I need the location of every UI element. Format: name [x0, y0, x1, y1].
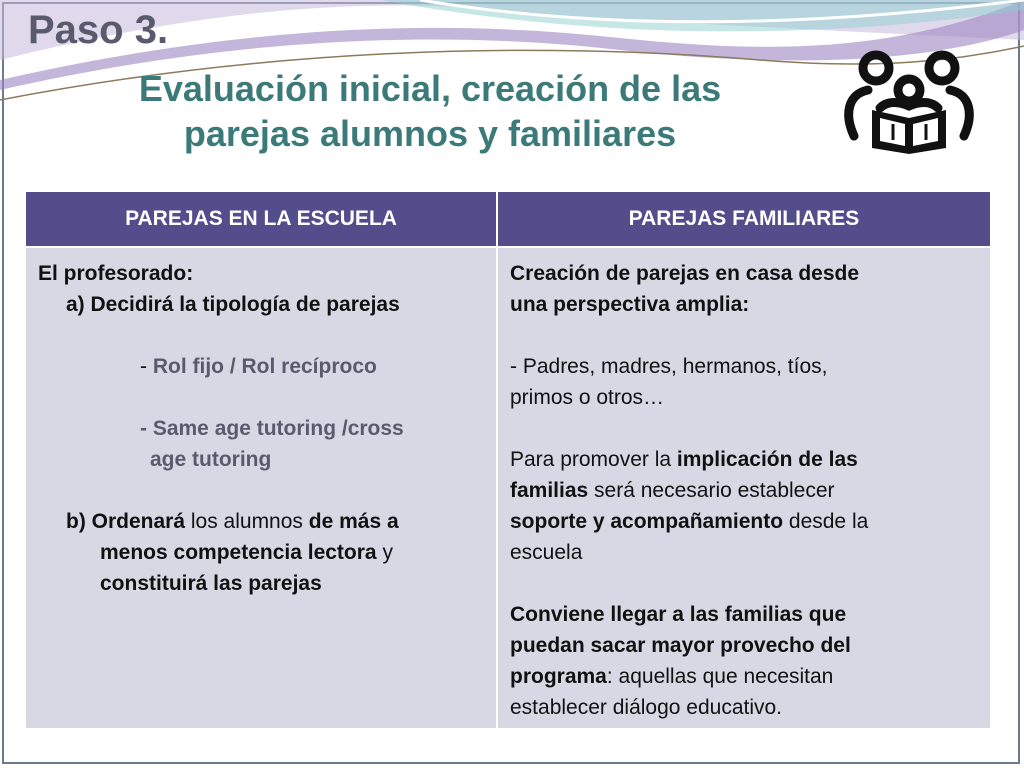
cell-escuela [25, 247, 497, 729]
family-list-2: primos o otros… [510, 386, 665, 409]
p3-text2: establecer diálogo educativo. [510, 696, 783, 719]
title-line-2: parejas alumnos y familiares [183, 113, 677, 154]
header-parejas-familiares: PAREJAS FAMILIARES [497, 191, 991, 247]
p2-text4: escuela [510, 541, 583, 564]
title-line-1: Evaluación inicial, creación de las [138, 68, 722, 109]
p2-text3: desde la [783, 510, 869, 533]
same-age-line1: - Same age tutoring /cross [140, 417, 404, 440]
p2-text2: será necesario establecer [588, 479, 835, 502]
item-b-text1: los alumnos [185, 510, 309, 533]
item-b-line2-bold: menos competencia lectora [100, 541, 377, 564]
cell-familiares [497, 247, 991, 729]
item-b-line3: constituirá las parejas [100, 572, 322, 595]
p3-bold3: programa [510, 665, 607, 688]
rol-text: Rol fijo / Rol recíproco [152, 355, 377, 378]
p2-bold2: familias [510, 479, 589, 502]
p3-text1: : aquellas que necesitan [606, 665, 834, 688]
p3-bold1: Conviene llegar a las familias que [510, 603, 847, 626]
item-b-line2-text: y [376, 541, 393, 564]
rol-dash: - [140, 355, 153, 378]
same-age-line2: age tutoring [150, 448, 272, 471]
item-b-bold1: b) Ordenará [66, 510, 186, 533]
intro-text: El profesorado: [38, 262, 194, 285]
slide-title [30, 66, 830, 156]
p2-bold1: implicación de las [676, 448, 858, 471]
item-a: a) Decidirá la tipología de parejas [66, 293, 400, 316]
p2-bold3: soporte y acompañamiento [510, 510, 784, 533]
family-list-1: - Padres, madres, hermanos, tíos, [510, 355, 828, 378]
right-heading-2: una perspectiva amplia: [510, 293, 750, 316]
p2-text1: Para promover la [510, 448, 677, 471]
pairs-table [24, 190, 992, 730]
table-header-row [25, 191, 991, 247]
step-label: Paso 3. [28, 8, 169, 52]
right-heading-1: Creación de parejas en casa desde [510, 262, 860, 285]
family-reading-icon [838, 44, 980, 154]
item-b-bold2: de más a [308, 510, 399, 533]
table-row [25, 247, 991, 729]
p3-bold2: puedan sacar mayor provecho del [510, 634, 851, 657]
header-parejas-escuela: PAREJAS EN LA ESCUELA [25, 191, 497, 247]
